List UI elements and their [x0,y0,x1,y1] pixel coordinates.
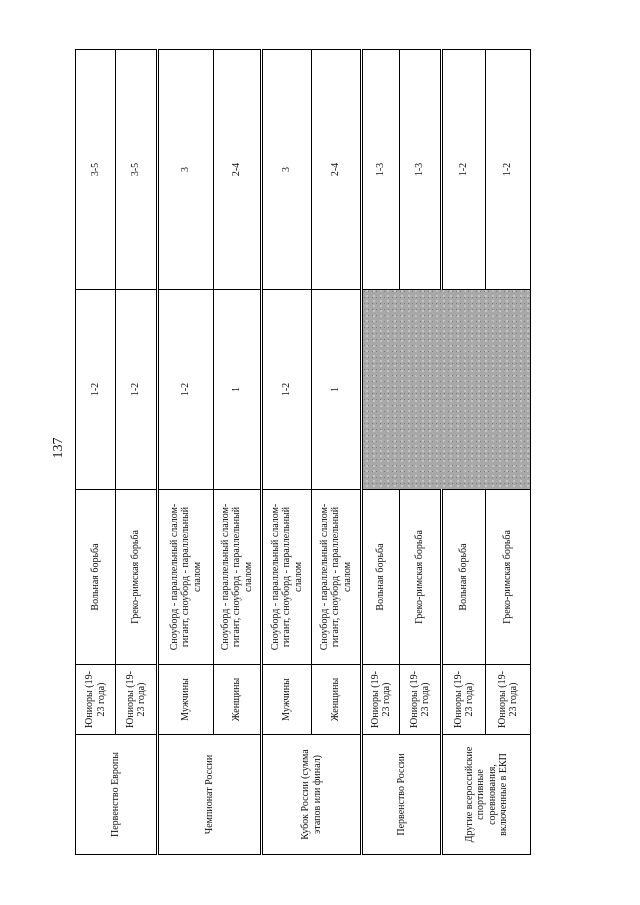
places-a-cell: 1-2 [262,290,312,490]
group-cell: Женщины [312,665,362,735]
places-b-cell: 1-3 [400,50,442,290]
places-b-cell: 1-2 [442,50,486,290]
discipline-cell: Вольная борьба [76,490,116,665]
places-b-cell: 3 [262,50,312,290]
places-b-cell: 1-2 [486,50,531,290]
group-cell: Юниоры (19-23 года) [486,665,531,735]
discipline-cell: Вольная борьба [442,490,486,665]
group-cell: Юниоры (19-23 года) [362,665,400,735]
group-cell: Женщины [214,665,262,735]
discipline-cell: Греко-римская борьба [116,490,158,665]
places-b-cell: 2-4 [214,50,262,290]
places-a-cell: 1-2 [158,290,214,490]
discipline-cell: Греко-римская борьба [400,490,442,665]
places-b-cell: 2-4 [312,50,362,290]
discipline-cell: Вольная борьба [362,490,400,665]
group-cell: Мужчины [262,665,312,735]
places-a-cell: 1 [312,290,362,490]
group-cell: Юниоры (19-23 года) [442,665,486,735]
qualification-table [75,49,531,855]
discipline-cell: Сноуборд - параллельный слалом-гигант, сноуборд - параллельный слалом [262,490,312,665]
shaded-cell [362,290,531,490]
places-b-cell: 1-3 [362,50,400,290]
table-row [76,50,116,855]
discipline-cell: Греко-римская борьба [486,490,531,665]
event-cell: Другие всероссийские спортивные соревнования, включенные в ЕКП [442,735,531,855]
table-row [262,50,312,855]
group-cell: Мужчины [158,665,214,735]
group-cell: Юниоры (19-23 года) [400,665,442,735]
group-cell: Юниоры (19-23 года) [76,665,116,735]
event-cell: Первенство России [362,735,442,855]
table-row [362,50,400,855]
places-a-cell: 1-2 [116,290,158,490]
table-row [312,50,362,855]
rotated-table-wrapper [75,50,530,855]
page-number: 137 [51,437,66,459]
places-a-cell: 1-2 [76,290,116,490]
discipline-cell: Сноуборд - параллельный слалом-гигант, сноуборд - параллельный слалом [214,490,262,665]
table-row [158,50,214,855]
event-cell: Первенство Европы [76,735,158,855]
discipline-cell: Сноуборд - параллельный слалом-гигант, сноуборд - параллельный слалом [158,490,214,665]
places-b-cell: 3-5 [76,50,116,290]
places-b-cell: 3 [158,50,214,290]
places-a-cell: 1 [214,290,262,490]
event-cell: Чемпионат России [158,735,262,855]
places-b-cell: 3-5 [116,50,158,290]
discipline-cell: Сноуборд - параллельный слалом-гигант, сноуборд - параллельный слалом [312,490,362,665]
group-cell: Юниоры (19-23 года) [116,665,158,735]
table-row [214,50,262,855]
table-row [116,50,158,855]
event-cell: Кубок России (сумма этапов или финал) [262,735,362,855]
